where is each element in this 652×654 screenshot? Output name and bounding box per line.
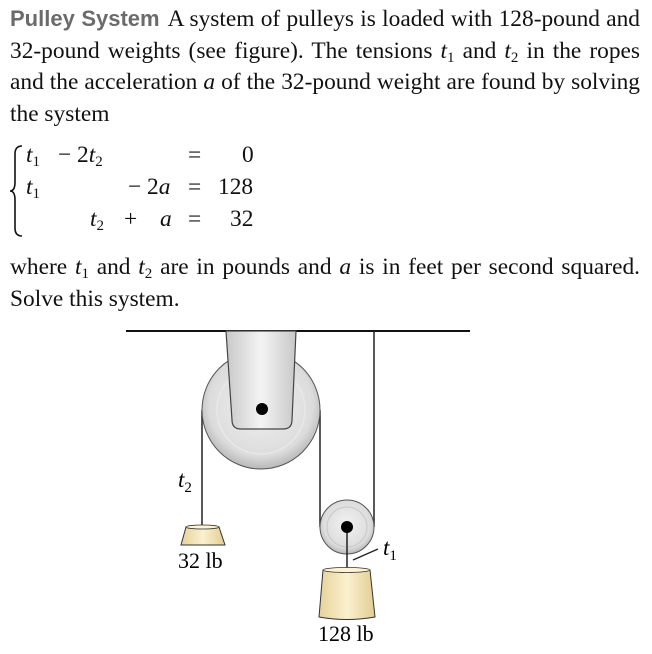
label-t1: $t_1$ <box>383 535 397 564</box>
equation-system: $t_1$ − $2t_2$ = 0 $t_1$ − 2a = 128 $t_2$ + a = 32 <box>10 140 270 240</box>
equation-row-1: $t_1$ <box>26 142 40 170</box>
problem-title: Pulley System <box>10 6 160 31</box>
small-pulley-axle <box>341 521 353 533</box>
weight-32lb <box>181 527 225 545</box>
label-128lb: 128 lb <box>318 621 374 646</box>
equation-row-3: $t_2$ <box>90 206 104 234</box>
problem-conclusion: where $t_1$ and $t_2$ are in pounds and a is in feet per second squared. Solve this system. <box>10 254 641 312</box>
label-t2: $t_2$ <box>178 467 192 496</box>
large-pulley-axle <box>256 403 268 415</box>
label-32lb: 32 lb <box>178 548 223 573</box>
equation-row-2: $t_1$ <box>26 174 40 202</box>
problem-statement: Pulley System A system of pulleys is loaded with 128-pound and 32-pound weights (see figure). The tensions $t_1$ and $t_2$ in the ropes and the acceleration a of the 32-pound weight are found by solving the system <box>10 6 641 127</box>
weight-128lb <box>319 570 375 620</box>
